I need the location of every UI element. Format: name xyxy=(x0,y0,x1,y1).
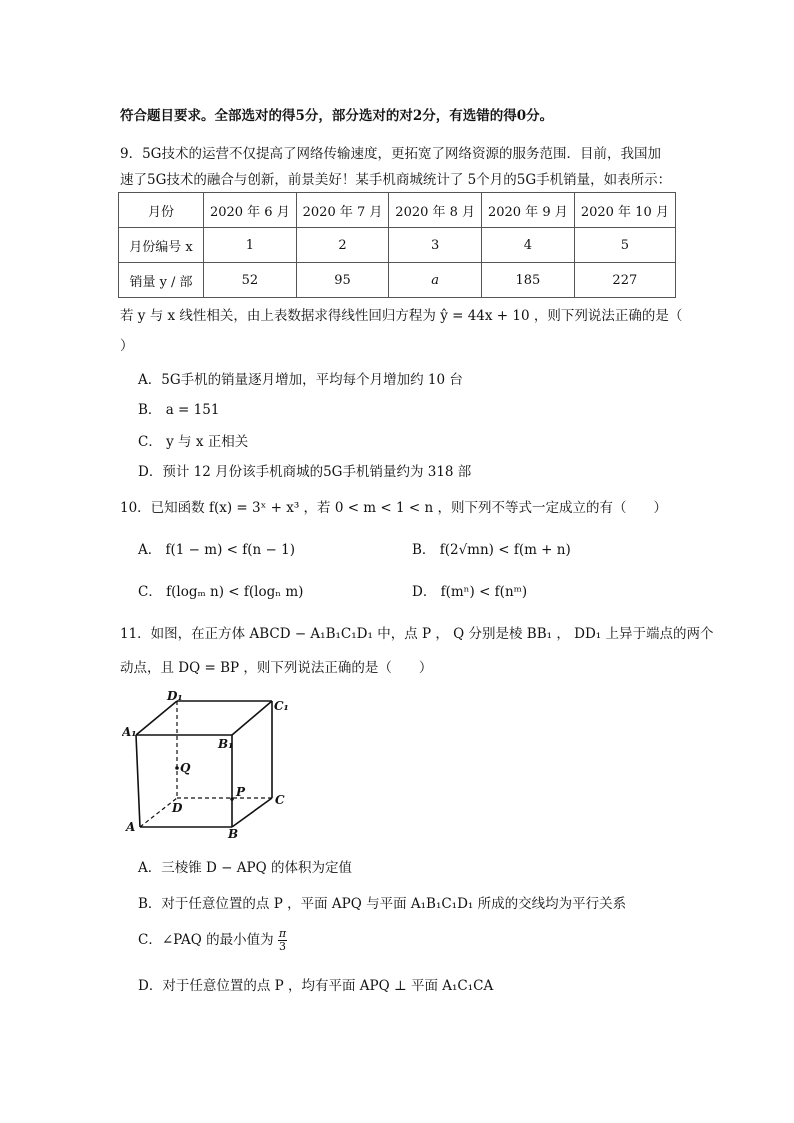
sales-table xyxy=(118,192,676,298)
q10-stem: 10．已知函数 f(x) = 3ˣ + x³ ，若 0 < m < 1 < n ，则下列不等式一定成立的有（ ） xyxy=(120,500,667,516)
table-row xyxy=(119,193,676,228)
table-cell: 2020 年 7 月 xyxy=(296,193,389,228)
q11-option-d: D．对于任意位置的点 P ，均有平面 APQ ⊥ 平面 A₁C₁CA xyxy=(138,978,494,994)
q9-stem-line2: 速了5G技术的融合与创新，前景美好！某手机商城统计了 5个月的5G手机销量，如表所示： xyxy=(120,172,672,188)
q9-option-b: B． a = 151 xyxy=(138,402,220,418)
q10-option-c: C． f(logₘ n) < f(logₙ m) xyxy=(138,584,304,600)
table-cell: 2020 年 10 月 xyxy=(574,193,675,228)
table-cell: 2 xyxy=(296,228,389,263)
point-q-marker xyxy=(175,766,179,770)
q11-stem-line1: 11．如图，在正方体 ABCD − A₁B₁C₁D₁ 中，点 P ， Q 分别是棱 BB₁ ， DD₁ 上异于端点的两个 xyxy=(120,626,714,642)
q9-option-c: C． y 与 x 正相关 xyxy=(138,434,249,450)
q11-option-b: B．对于任意位置的点 P ，平面 APQ 与平面 A₁B₁C₁D₁ 所成的交线均为平行关系 xyxy=(138,896,627,912)
table-cell: 销量 y / 部 xyxy=(119,263,204,298)
table-cell: 227 xyxy=(574,263,675,298)
table-cell: 95 xyxy=(296,263,389,298)
section-instruction: 符合题目要求。全部选对的得5分，部分选对的对2分，有选错的得0分。 xyxy=(120,108,554,124)
table-cell: 3 xyxy=(389,228,482,263)
label-q: Q xyxy=(180,761,191,775)
label-c: C xyxy=(275,793,285,807)
point-p-marker xyxy=(230,797,234,801)
q10-option-d: D． f(mⁿ) < f(nᵐ) xyxy=(412,584,528,600)
q10-option-b: B． f(2√mn) < f(m + n) xyxy=(412,542,571,558)
label-d1: D₁ xyxy=(167,689,183,703)
table-cell: 2020 年 6 月 xyxy=(204,193,297,228)
table-row xyxy=(119,228,676,263)
table-cell: 52 xyxy=(204,263,297,298)
cube-figure xyxy=(122,688,292,838)
table-cell: 月份 xyxy=(119,193,204,228)
fraction-pi-over-3 xyxy=(278,928,287,953)
table-cell: 185 xyxy=(482,263,575,298)
q11-option-a: A．三棱锥 D − APQ 的体积为定值 xyxy=(138,860,352,876)
fraction-denominator: 3 xyxy=(279,940,286,953)
label-a1: A₁ xyxy=(122,725,137,739)
table-cell: 2020 年 9 月 xyxy=(482,193,575,228)
q9-option-a: A．5G手机的销量逐月增加，平均每个月增加约 10 台 xyxy=(138,372,463,388)
q11-stem-line2: 动点，且 DQ = BP ，则下列说法正确的是（ ） xyxy=(120,660,433,676)
q9-condition-line2: ） xyxy=(120,338,134,354)
table-cell: 1 xyxy=(204,228,297,263)
label-a: A xyxy=(126,820,136,834)
table-row xyxy=(119,263,676,298)
table-cell: 2020 年 8 月 xyxy=(389,193,482,228)
label-b: B xyxy=(228,827,239,838)
table-cell: a xyxy=(389,263,482,298)
table-cell: 4 xyxy=(482,228,575,263)
q9-condition-line1: 若 y 与 x 线性相关，由上表数据求得线性回归方程为 ŷ = 44x + 10 ，则下列说法正确的是（ xyxy=(120,308,683,324)
fraction-numerator: π xyxy=(278,927,287,940)
label-p: P xyxy=(236,785,246,799)
q10-option-a: A． f(1 − m) < f(n − 1) xyxy=(138,542,295,558)
q9-option-d: D．预计 12 月份该手机商城的5G手机销量约为 318 部 xyxy=(138,464,472,480)
q9-stem-line1: 9．5G技术的运营不仅提高了网络传输速度，更拓宽了网络资源的服务范围．目前，我国加 xyxy=(120,146,661,162)
label-d: D xyxy=(172,801,183,815)
table-cell: 月份编号 x xyxy=(119,228,204,263)
label-c1: C₁ xyxy=(274,699,289,713)
label-b1: B₁ xyxy=(218,737,234,751)
table-cell: 5 xyxy=(574,228,675,263)
q11-option-c xyxy=(138,928,287,953)
q11-option-c-text: C．∠PAQ 的最小值为 xyxy=(138,932,274,948)
